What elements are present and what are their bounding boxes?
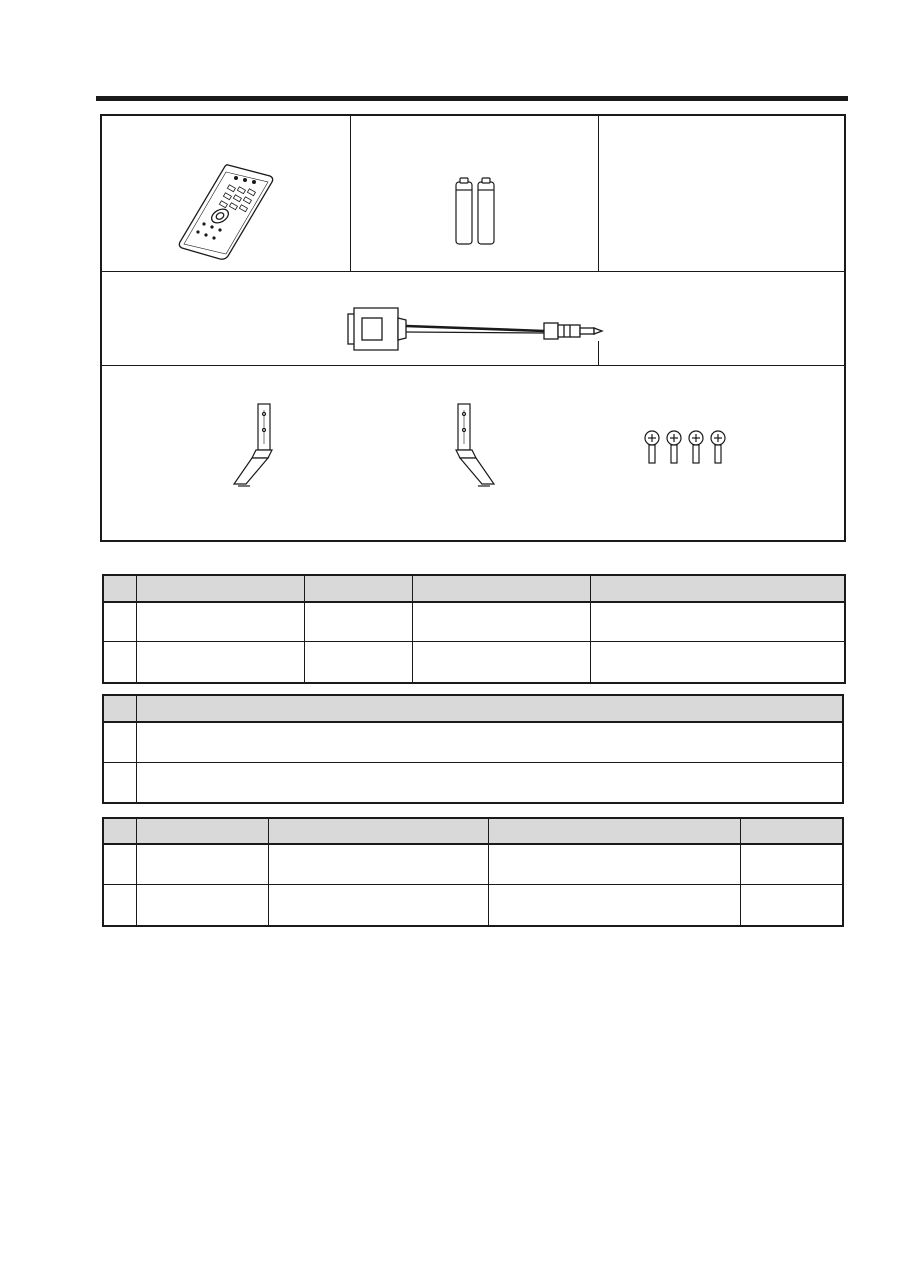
panel-divider [598, 116, 599, 271]
table-header [104, 819, 842, 845]
stand-bracket-icon [448, 400, 500, 490]
spec-table-2 [102, 694, 844, 804]
panel-divider [102, 365, 844, 366]
table-column-divider [488, 819, 489, 925]
top-rule [96, 96, 848, 101]
table-header [104, 696, 842, 723]
panel-divider [102, 271, 844, 272]
table-column-divider [740, 819, 741, 925]
table-column-divider [268, 819, 269, 925]
table-column-divider [136, 696, 137, 802]
stand-bracket-icon [228, 400, 280, 490]
table-column-divider [590, 576, 591, 682]
table-column-divider [412, 576, 413, 682]
rs232c-audio-cable-icon [344, 304, 606, 360]
battery-icon [446, 176, 502, 248]
remote-control-icon [170, 160, 280, 265]
screw-icon [640, 428, 740, 468]
table-row [104, 641, 844, 642]
spec-table-3 [102, 817, 844, 927]
table-column-divider [136, 819, 137, 925]
table-row [104, 762, 842, 763]
table-column-divider [136, 576, 137, 682]
table-header [104, 576, 844, 603]
table-column-divider [304, 576, 305, 682]
table-row [104, 884, 842, 885]
spec-table-1 [102, 574, 846, 684]
panel-divider [350, 116, 351, 271]
